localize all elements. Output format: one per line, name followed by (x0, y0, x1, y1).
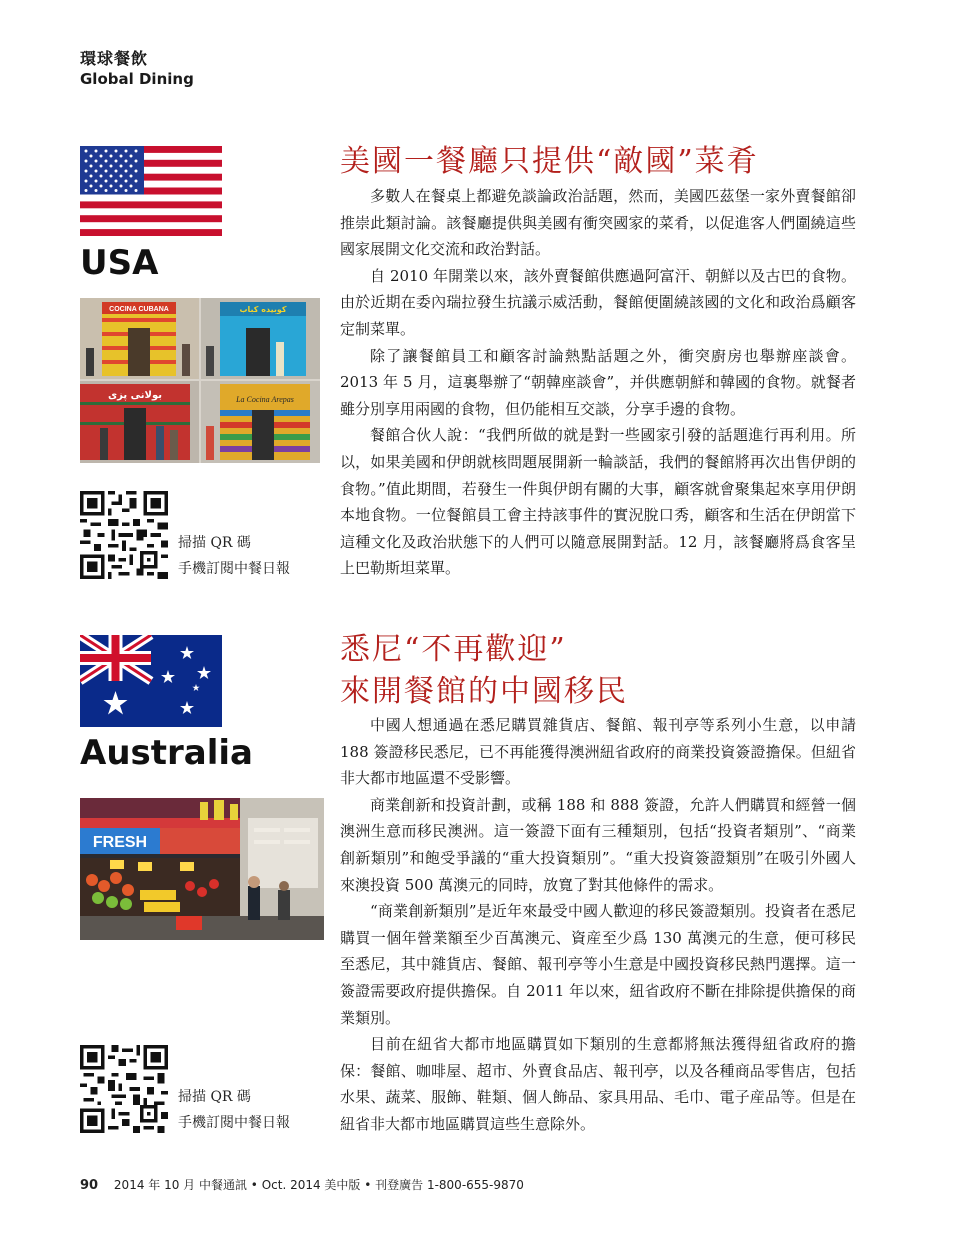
australia-paragraph: “商業創新類別”是近年來最受中國人歡迎的移民簽證類別。投資者在悉尼購買一個年營業額至少百萬澳元、資産至少爲 130 萬澳元的生意，便可移民至悉尼，其中雜貨店、餐館、報刊亭等小生意是中國投資移民熱門選擇。這一簽證需要政府提供擔保。自 2011 年以來，紐省政府不斷在排除提供擔保的商業類別。 (340, 902, 856, 1027)
country-label-australia: Australia (80, 733, 253, 773)
footer-text: 2014 年 10 月 中餐通訊 • Oct. 2014 美中版 • 刊登廣告 1-800-655-9870 (113, 1178, 524, 1192)
sign-cuban: COCINA CUBANA (109, 306, 169, 313)
australia-paragraph: 商業創新和投資計劃，或稱 188 和 888 簽證，允許人們購買和經營一個澳洲生意而移民澳洲。這一簽證下面有三種類別，包括“投資者類別”、“商業創新類別”和飽受爭議的“重大投資類別”。“重大投資簽證類別”在吸引外國人來澳投資 500 萬澳元的同時，放寬了對其他條件的需求。 (340, 795, 856, 894)
sign-afghan: بولانی پزی (108, 390, 162, 401)
country-label-usa: USA (80, 243, 159, 283)
qr-caption-scan-usa: 掃描 QR 碼 (178, 535, 251, 551)
usa-paragraph: 餐館合伙人說：“我們所做的就是對一些國家引發的話題進行再利用。所以，如果美國和伊朗就核問題展開新一輪談話，我們的餐館將再次出售伊朗的食物。”值此期間，若發生一件與伊朗有關的大事，顧客就會聚集起來享用伊朗本地食物。一位餐館員工會主持該事件的實況脫口秀，顧客和生活在伊朗當下這種文化及政治狀態下的人們可以隨意展開對話。12 月，該餐廳將爲食客呈上巴勒斯坦菜單。 (340, 426, 856, 578)
qr-caption-subscribe-australia: 手機訂閱中餐日報 (178, 1115, 290, 1131)
sign-venezuelan: La Cocina Arepas (236, 395, 294, 404)
qr-caption-scan-australia: 掃描 QR 碼 (178, 1089, 251, 1105)
australia-flag-icon (80, 635, 222, 727)
page-footer (80, 1176, 524, 1193)
australia-headline-line1: 悉尼“不再歡迎” (340, 632, 567, 667)
usa-headline: 美國一餐廳只提供“敵國”菜肴 (340, 144, 759, 179)
australia-article-body (340, 712, 856, 1138)
section-title-zh: 環球餐飲 (80, 49, 149, 68)
usa-flag-icon (80, 146, 222, 236)
australia-paragraph: 中國人想通過在悉尼購買雜貨店、餐館、報刊亭等系列小生意，以申請 188 簽證移民悉尼，已不再能獲得澳洲紐省政府的商業投資簽證擔保。但紐省非大都市地區還不受影響。 (340, 716, 856, 788)
qr-caption-subscribe-usa: 手機訂閱中餐日報 (178, 561, 290, 577)
sign-iranian: کوبیده کباب (239, 305, 287, 314)
usa-paragraph: 自 2010 年開業以來，該外賣餐館供應過阿富汗、朝鮮以及古巴的食物。由於近期在委內瑞拉發生抗議示威活動，餐館便圍繞該國的文化和政治爲顧客定制菜單。 (340, 266, 856, 338)
australia-headline-line2: 來開餐館的中國移民 (340, 674, 628, 709)
australia-grocery-photo (80, 798, 324, 940)
page-number: 90 (80, 1178, 99, 1193)
usa-restaurant-photo (80, 298, 320, 463)
usa-paragraph: 除了讓餐館員工和顧客討論熱點話題之外，衝突廚房也舉辦座談會。2013 年 5 月，這裏舉辦了“朝韓座談會”，并供應朝鮮和韓國的食物。就餐者雖分別享用兩國的食物，但仍能相互交談，分享手邊的食物。 (340, 346, 856, 418)
usa-paragraph: 多數人在餐桌上都避免談論政治話題，然而，美國匹茲堡一家外賣餐館卻推崇此類討論。該餐廳提供與美國有衝突國家的菜肴，以促進客人們圍繞這些國家展開文化交流和政治對話。 (340, 187, 856, 259)
australia-paragraph: 目前在紐省大都市地區購買如下類別的生意都將無法獲得紐省政府的擔保：餐館、咖啡屋、超市、外賣食品店、報刊亭，以及各種商品零售店，包括水果、蔬菜、服飾、鞋類、個人飾品、家具用品、毛巾、電子産品等。但是在紐省非大都市地區購買這些生意除外。 (340, 1035, 856, 1133)
section-title-en: Global Dining (80, 70, 194, 88)
qr-code-usa-icon[interactable] (80, 491, 168, 579)
shop-sign-fresh: FRESH (92, 834, 148, 851)
qr-code-australia-icon[interactable] (80, 1045, 168, 1133)
usa-article-body (340, 183, 856, 582)
